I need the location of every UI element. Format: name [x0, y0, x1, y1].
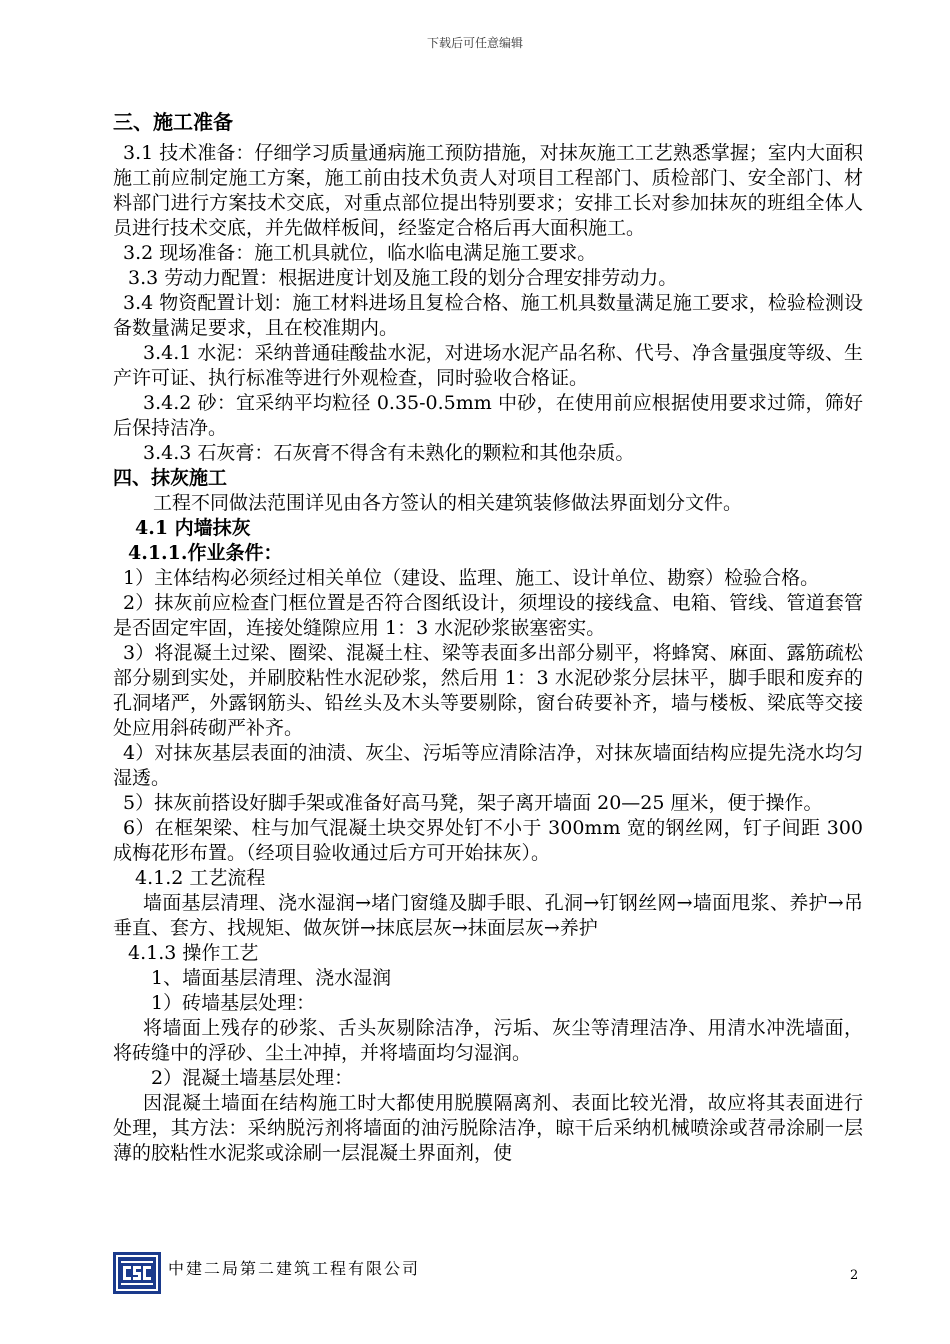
condition-3: 3）将混凝土过梁、圈梁、混凝土柱、梁等表面多出部分剔平，将蜂窝、麻面、露筋疏松部分剔到实处，并刷胶粘性水泥砂浆，然后用 1：3 水泥砂浆分层抹平，脚手眼和废弃的孔洞堵严，外露钢筋头、铅丝头及木头等要剔除，窗台砖要补齐，墙与楼板、梁底等交接处应用斜砖砌严补齐。	[113, 642, 863, 739]
subsection-4-1-1-heading: 4.1.1.作业条件：	[128, 542, 283, 564]
section-4-heading: 四、抹灰施工	[113, 467, 228, 489]
subsection-4-1-3-heading: 4.1.3 操作工艺	[128, 942, 259, 964]
section-4-intro: 工程不同做法范围详见由各方签认的相关建筑装修做法界面划分文件。	[153, 492, 743, 514]
paragraph-3-4-3: 3.4.3 石灰膏：石灰膏不得含有未熟化的颗粒和其他杂质。	[143, 442, 635, 464]
condition-4: 4）对抹灰基层表面的油渍、灰尘、污垢等应清除洁净，对抹灰墙面结构应提先浇水均匀湿透。	[113, 742, 863, 789]
operation-step-1a-heading: 1）砖墙基层处理：	[151, 992, 316, 1014]
condition-2: 2）抹灰前应检查门框位置是否符合图纸设计，须埋设的接线盒、电箱、管线、管道套管是否固定牢固，连接处缝隙应用 1：3 水泥砂浆嵌塞密实。	[113, 592, 863, 639]
paragraph-3-4-1: 3.4.1 水泥：采纳普通硅酸盐水泥，对进场水泥产品名称、代号、净含量强度等级、生产许可证、执行标准等进行外观检查，同时验收合格证。	[113, 342, 863, 389]
process-flow: 墙面基层清理、浇水湿润→堵门窗缝及脚手眼、孔洞→钉钢丝网→墙面甩浆、养护→吊垂直、套方、找规矩、做灰饼→抹底层灰→抹面层灰→养护	[113, 892, 863, 939]
condition-6: 6）在框架梁、柱与加气混凝土块交界处钉不小于 300mm 宽的钢丝网，钉子间距 300 成梅花形布置。（经项目验收通过后方可开始抹灰）。	[113, 817, 863, 864]
operation-step-1b-text: 因混凝土墙面在结构施工时大都使用脱膜隔离剂、表面比较光滑，故应将其表面进行处理，其方法：采纳脱污剂将墙面的油污脱除洁净，晾干后采纳机械喷涂或苕帚涂刷一层薄的胶粘性水泥浆或涂刷一层混凝土界面剂，使	[113, 1092, 863, 1164]
page-number: 2	[850, 1268, 859, 1283]
operation-step-1a-text: 将墙面上残存的砂浆、舌头灰剔除洁净，污垢、灰尘等清理洁净、用清水冲洗墙面，将砖缝中的浮砂、尘土冲掉，并将墙面均匀湿润。	[113, 1017, 863, 1064]
paragraph-3-3: 3.3 劳动力配置：根据进度计划及施工段的划分合理安排劳动力。	[128, 267, 678, 289]
page-header: 下载后可任意编辑	[426, 36, 523, 50]
section-3-heading: 三、施工准备	[113, 110, 233, 134]
paragraph-3-4-2: 3.4.2 砂：宜采纳平均粒径 0.35-0.5mm 中砂，在使用前应根据使用要求过筛，筛好后保持洁净。	[113, 392, 863, 439]
operation-step-1: 1、墙面基层清理、浇水湿润	[151, 967, 392, 989]
subsection-4-1-2-heading: 4.1.2 工艺流程	[135, 867, 266, 889]
paragraph-3-4: 3.4 物资配置计划：施工材料进场且复检合格、施工机具数量满足施工要求，检验检测设备数量满足要求，且在校准期内。	[113, 292, 863, 339]
operation-step-1b-heading: 2）混凝土墙基层处理：	[151, 1067, 354, 1089]
footer-company-name: 中建二局第二建筑工程有限公司	[168, 1259, 421, 1278]
condition-5: 5）抹灰前搭设好脚手架或准备好高马凳，架子离开墙面 20—25 厘米，便于操作。	[123, 792, 823, 814]
cscec-logo-icon	[113, 1252, 161, 1294]
paragraph-3-2: 3.2 现场准备：施工机具就位，临水临电满足施工要求。	[123, 242, 597, 264]
condition-1: 1）主体结构必须经过相关单位（建设、监理、施工、设计单位、勘察）检验合格。	[123, 567, 820, 589]
document-body	[113, 110, 863, 1166]
paragraph-3-1: 3.1 技术准备：仔细学习质量通病施工预防措施，对抹灰施工工艺熟悉掌握；室内大面积施工前应制定施工方案，施工前由技术负责人对项目工程部门、质检部门、安全部门、材料部门进行方案技术交底，对重点部位提出特别要求；安排工长对参加抹灰的班组全体人员进行技术交底，并先做样板间，经鉴定合格后再大面积施工。	[113, 142, 863, 239]
subsection-4-1-heading: 4.1 内墙抹灰	[135, 517, 251, 539]
company-logo	[113, 1252, 161, 1294]
